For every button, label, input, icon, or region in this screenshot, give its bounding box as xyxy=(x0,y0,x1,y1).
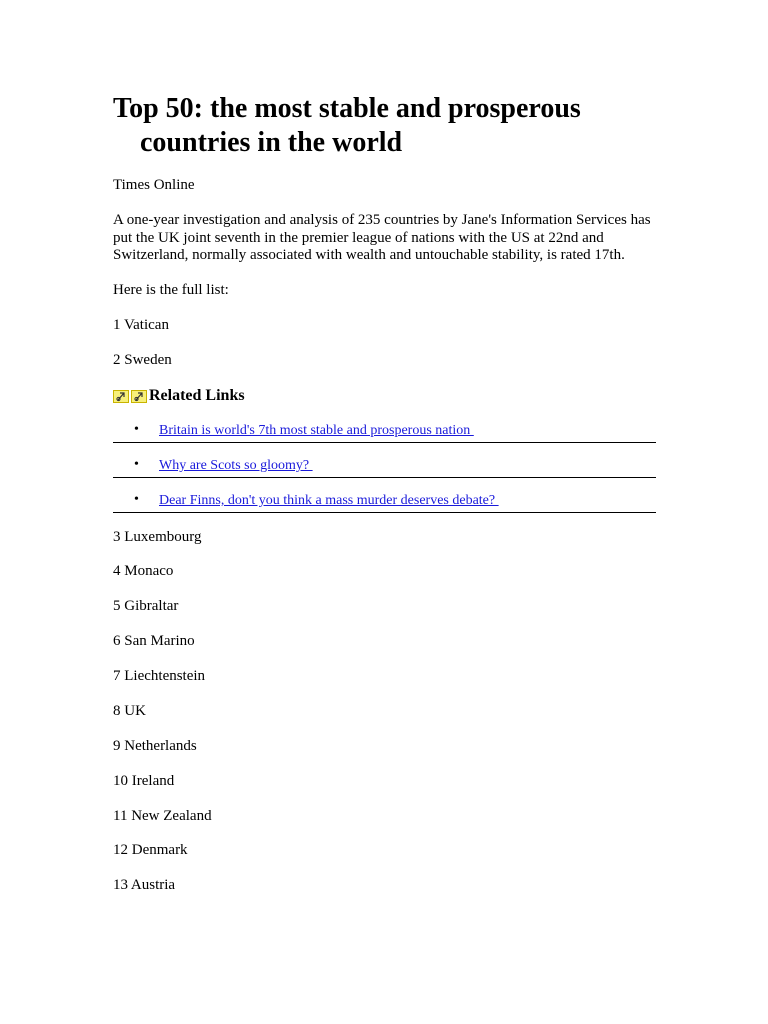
related-links-label: Related Links xyxy=(149,387,245,404)
list-item: 10 Ireland xyxy=(113,773,175,789)
bullet: • xyxy=(134,457,139,472)
intro-paragraph: A one-year investigation and analysis of 235 countries by Jane's Information Services has put the UK joint seventh in the premier league of nations with the US at 22nd and Switzerland, normally associated with wealth and untouchable stability, is rated 17th. xyxy=(113,212,651,263)
list-item: 2 Sweden xyxy=(113,352,172,368)
list-item: 7 Liechtenstein xyxy=(113,668,206,684)
page-title: Top 50: the most stable and prosperous countries in the world xyxy=(113,93,581,158)
list-item: 8 UK xyxy=(113,703,146,719)
bullet: • xyxy=(134,422,139,437)
full-list-label: Here is the full list: xyxy=(113,282,229,298)
source-byline: Times Online xyxy=(113,177,195,193)
related-links-heading xyxy=(113,386,245,406)
list-item: 3 Luxembourg xyxy=(113,529,202,545)
related-link[interactable]: Dear Finns, don't you think a mass murder deserves debate? xyxy=(159,493,499,508)
related-link-item xyxy=(113,420,656,443)
related-link[interactable]: Why are Scots so gloomy? xyxy=(159,458,313,473)
list-item: 6 San Marino xyxy=(113,633,195,649)
related-link-item xyxy=(113,455,656,478)
bullet: • xyxy=(134,492,139,507)
related-link[interactable]: Britain is world's 7th most stable and prosperous nation xyxy=(159,423,474,438)
list-item: 13 Austria xyxy=(113,877,176,893)
list-item: 9 Netherlands xyxy=(113,738,197,754)
list-item: 1 Vatican xyxy=(113,317,169,333)
link-icon xyxy=(131,390,147,403)
related-link-item xyxy=(113,490,656,513)
link-icon xyxy=(113,390,129,403)
list-item: 11 New Zealand xyxy=(113,808,212,824)
list-item: 12 Denmark xyxy=(113,842,188,858)
list-item: 5 Gibraltar xyxy=(113,598,179,614)
list-item: 4 Monaco xyxy=(113,563,174,579)
